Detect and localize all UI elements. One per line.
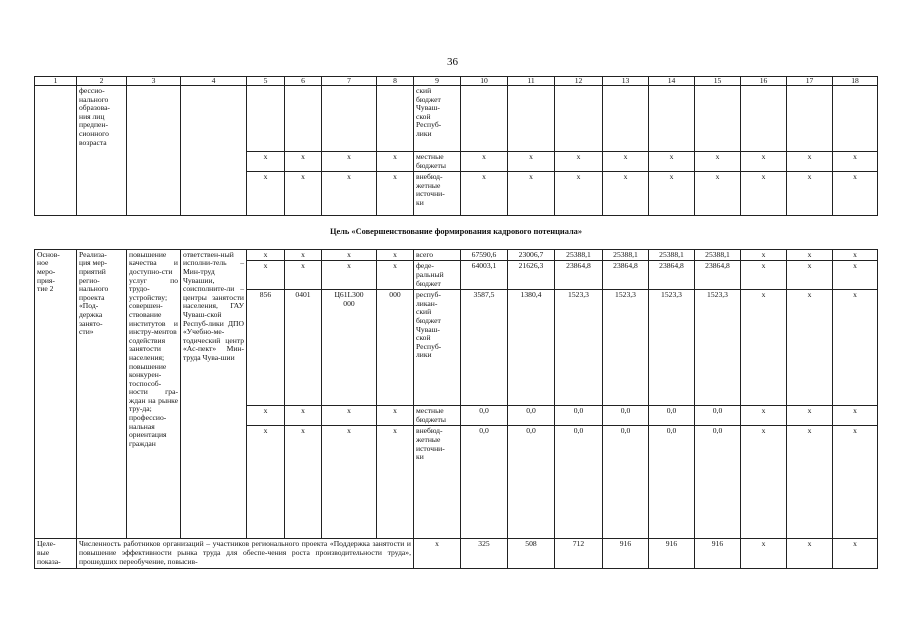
value-cell bbox=[461, 86, 508, 152]
value-cell: 67590,6 bbox=[461, 249, 508, 261]
value-cell: 25388,1 bbox=[649, 249, 695, 261]
code-cell: x bbox=[322, 152, 377, 172]
measure-number-cell: Основ- ное меро- прия- тие 2 bbox=[35, 249, 77, 539]
code-cell: x bbox=[377, 406, 414, 426]
value-cell: x bbox=[741, 261, 787, 290]
value-cell: x bbox=[695, 172, 741, 216]
value-cell: 0,0 bbox=[555, 406, 603, 426]
value-cell: 1523,3 bbox=[555, 290, 603, 406]
value-cell: x bbox=[508, 152, 555, 172]
code-cell: x bbox=[377, 249, 414, 261]
value-cell: 1523,3 bbox=[649, 290, 695, 406]
value-cell: x bbox=[787, 261, 833, 290]
tasks-cell: повышение качества и доступно-сти услуг по трудо-устройству; совершен-ствование институтов и инстру-ментов содействия занятости населения; повышение конкурен-тоспособ-ности гра-ждан на рынке тру-да; профессио-нальная ориентация граждан bbox=[127, 249, 181, 539]
table-row bbox=[35, 249, 878, 261]
code-cell: x bbox=[285, 261, 322, 290]
value-cell: 0,0 bbox=[603, 426, 649, 539]
header-cell: 12 bbox=[555, 77, 603, 86]
code-cell: x bbox=[322, 426, 377, 539]
value-cell: x bbox=[649, 152, 695, 172]
code-cell: x bbox=[247, 261, 285, 290]
header-cell: 13 bbox=[603, 77, 649, 86]
value-cell: x bbox=[787, 406, 833, 426]
value-cell: 0,0 bbox=[695, 426, 741, 539]
value-cell: 916 bbox=[695, 539, 741, 569]
value-cell: 64003,1 bbox=[461, 261, 508, 290]
header-cell: 1 bbox=[35, 77, 77, 86]
value-cell: 0,0 bbox=[461, 406, 508, 426]
code-cell: x bbox=[247, 426, 285, 539]
value-cell: x bbox=[741, 406, 787, 426]
value-cell: 25388,1 bbox=[555, 249, 603, 261]
code-cell: x bbox=[285, 172, 322, 216]
value-cell: 0,0 bbox=[508, 406, 555, 426]
value-cell: x bbox=[603, 172, 649, 216]
value-cell: x bbox=[787, 172, 833, 216]
value-cell: x bbox=[833, 249, 878, 261]
value-cell: 0,0 bbox=[649, 406, 695, 426]
header-cell: 2 bbox=[77, 77, 127, 86]
value-cell: x bbox=[833, 406, 878, 426]
page-number: 36 bbox=[447, 56, 458, 68]
value-cell: 325 bbox=[461, 539, 508, 569]
header-cell: 14 bbox=[649, 77, 695, 86]
value-cell: 0,0 bbox=[555, 426, 603, 539]
value-cell: x bbox=[741, 539, 787, 569]
code-cell: x bbox=[247, 172, 285, 216]
header-cell: 15 bbox=[695, 77, 741, 86]
value-cell: 23864,8 bbox=[649, 261, 695, 290]
value-cell: x bbox=[741, 152, 787, 172]
value-cell: x bbox=[695, 152, 741, 172]
value-cell: x bbox=[741, 249, 787, 261]
value-cell: 25388,1 bbox=[695, 249, 741, 261]
value-cell: 0,0 bbox=[695, 406, 741, 426]
value-cell bbox=[833, 86, 878, 152]
header-cell: 3 bbox=[127, 77, 181, 86]
event-name-cell: фессио- нального образова- ния лиц предпен- сионного возраста bbox=[77, 86, 127, 216]
header-cell: 7 bbox=[322, 77, 377, 86]
header-cell: 5 bbox=[247, 77, 285, 86]
funding-source-cell: ский бюджет Чуваш- ской Респуб- лики bbox=[414, 86, 461, 152]
code-cell: x bbox=[285, 152, 322, 172]
value-cell: 21626,3 bbox=[508, 261, 555, 290]
value-cell bbox=[603, 86, 649, 152]
value-cell: x bbox=[833, 261, 878, 290]
value-cell: x bbox=[741, 426, 787, 539]
code-cell: x bbox=[322, 261, 377, 290]
code-cell: x bbox=[247, 406, 285, 426]
code-cell: x bbox=[322, 406, 377, 426]
code-cell bbox=[322, 86, 377, 152]
code-cell: 000 bbox=[377, 290, 414, 406]
code-cell: x bbox=[377, 172, 414, 216]
value-cell: x bbox=[787, 249, 833, 261]
header-cell: 9 bbox=[414, 77, 461, 86]
row-col3-empty bbox=[127, 86, 181, 216]
funding-source-cell: респуб- ликан- ский бюджет Чуваш- ской Респуб- лики bbox=[414, 290, 461, 406]
value-cell: x bbox=[787, 290, 833, 406]
value-cell: 3587,5 bbox=[461, 290, 508, 406]
code-cell: x bbox=[285, 249, 322, 261]
code-cell: x bbox=[377, 426, 414, 539]
value-cell: x bbox=[555, 172, 603, 216]
value-cell: x bbox=[833, 290, 878, 406]
code-cell: Ц61L300 000 bbox=[322, 290, 377, 406]
value-cell: 916 bbox=[649, 539, 695, 569]
executors-cell: ответствен-ный исполни-тель – Мин-труд Чувашии, соисполните-ли – центры занятости населения, ГАУ Чуваш-ской Респуб-лики ДПО «Учебно-ме-тодический центр «Ас-пект» Мин-труда Чува-шии bbox=[181, 249, 247, 539]
targets-label-cell: Целе- вые показа- bbox=[35, 539, 77, 569]
value-cell: 25388,1 bbox=[603, 249, 649, 261]
value-cell: x bbox=[833, 152, 878, 172]
value-cell bbox=[508, 86, 555, 152]
code-cell: x bbox=[247, 152, 285, 172]
funding-source-cell: внебюд- жетные источни- ки bbox=[414, 172, 461, 216]
value-cell: x bbox=[461, 152, 508, 172]
value-cell: 508 bbox=[508, 539, 555, 569]
header-cell: 4 bbox=[181, 77, 247, 86]
table-row bbox=[35, 86, 878, 152]
header-cell: 17 bbox=[787, 77, 833, 86]
value-cell: x bbox=[787, 152, 833, 172]
value-cell: x bbox=[833, 172, 878, 216]
funding-source-cell: местные бюджеты bbox=[414, 152, 461, 172]
value-cell: 712 bbox=[555, 539, 603, 569]
header-cell: 11 bbox=[508, 77, 555, 86]
value-cell: x bbox=[461, 172, 508, 216]
value-cell: 23864,8 bbox=[603, 261, 649, 290]
value-cell: x bbox=[787, 426, 833, 539]
value-cell bbox=[555, 86, 603, 152]
goal-title: Цель «Совершенствование формирования кадрового потенциала» bbox=[329, 227, 583, 237]
header-cell: 16 bbox=[741, 77, 787, 86]
measure-name-cell: Реализа- ция мер- приятий регио- нального проекта «Под- держка занято- сти» bbox=[77, 249, 127, 539]
value-cell: x bbox=[833, 426, 878, 539]
value-cell: x bbox=[741, 172, 787, 216]
indicator-source-cell: x bbox=[414, 539, 461, 569]
header-cell: 6 bbox=[285, 77, 322, 86]
header-cell: 10 bbox=[461, 77, 508, 86]
value-cell: 0,0 bbox=[461, 426, 508, 539]
code-cell: 0401 bbox=[285, 290, 322, 406]
indicator-text-cell: Численность работников организаций – участников регионального проекта «Поддержка занятости и повышение эффективности рынка труда для обеспе-чения роста производительности труда», прошедших переобучение, повысив- bbox=[77, 539, 414, 569]
goal-row bbox=[35, 216, 878, 250]
code-cell: x bbox=[285, 426, 322, 539]
funding-source-cell: всего bbox=[414, 249, 461, 261]
header-row bbox=[35, 77, 878, 86]
value-cell: 1523,3 bbox=[695, 290, 741, 406]
value-cell bbox=[741, 86, 787, 152]
code-cell: x bbox=[322, 249, 377, 261]
value-cell: 23864,8 bbox=[695, 261, 741, 290]
value-cell: 0,0 bbox=[649, 426, 695, 539]
code-cell: x bbox=[285, 406, 322, 426]
value-cell: x bbox=[649, 172, 695, 216]
value-cell: x bbox=[833, 539, 878, 569]
targets-row bbox=[35, 539, 878, 569]
header-cell: 8 bbox=[377, 77, 414, 86]
value-cell: x bbox=[741, 290, 787, 406]
code-cell bbox=[377, 86, 414, 152]
code-cell: 856 bbox=[247, 290, 285, 406]
header-cell: 18 bbox=[833, 77, 878, 86]
code-cell: x bbox=[322, 172, 377, 216]
value-cell: 0,0 bbox=[603, 406, 649, 426]
value-cell: 0,0 bbox=[508, 426, 555, 539]
code-cell: x bbox=[377, 152, 414, 172]
funding-source-cell: местные бюджеты bbox=[414, 406, 461, 426]
row-col4-empty bbox=[181, 86, 247, 216]
code-cell bbox=[285, 86, 322, 152]
value-cell: x bbox=[603, 152, 649, 172]
value-cell: x bbox=[787, 539, 833, 569]
value-cell: 916 bbox=[603, 539, 649, 569]
value-cell bbox=[695, 86, 741, 152]
code-cell: x bbox=[247, 249, 285, 261]
code-cell: x bbox=[377, 261, 414, 290]
value-cell: 23006,7 bbox=[508, 249, 555, 261]
value-cell bbox=[787, 86, 833, 152]
funding-source-cell: феде- ральный бюджет bbox=[414, 261, 461, 290]
funding-source-cell: внебюд- жетные источни- ки bbox=[414, 426, 461, 539]
code-cell bbox=[247, 86, 285, 152]
value-cell: x bbox=[508, 172, 555, 216]
program-table bbox=[34, 76, 878, 569]
value-cell bbox=[649, 86, 695, 152]
value-cell: 23864,8 bbox=[555, 261, 603, 290]
value-cell: 1523,3 bbox=[603, 290, 649, 406]
value-cell: x bbox=[555, 152, 603, 172]
value-cell: 1380,4 bbox=[508, 290, 555, 406]
row-col1-empty bbox=[35, 86, 77, 216]
